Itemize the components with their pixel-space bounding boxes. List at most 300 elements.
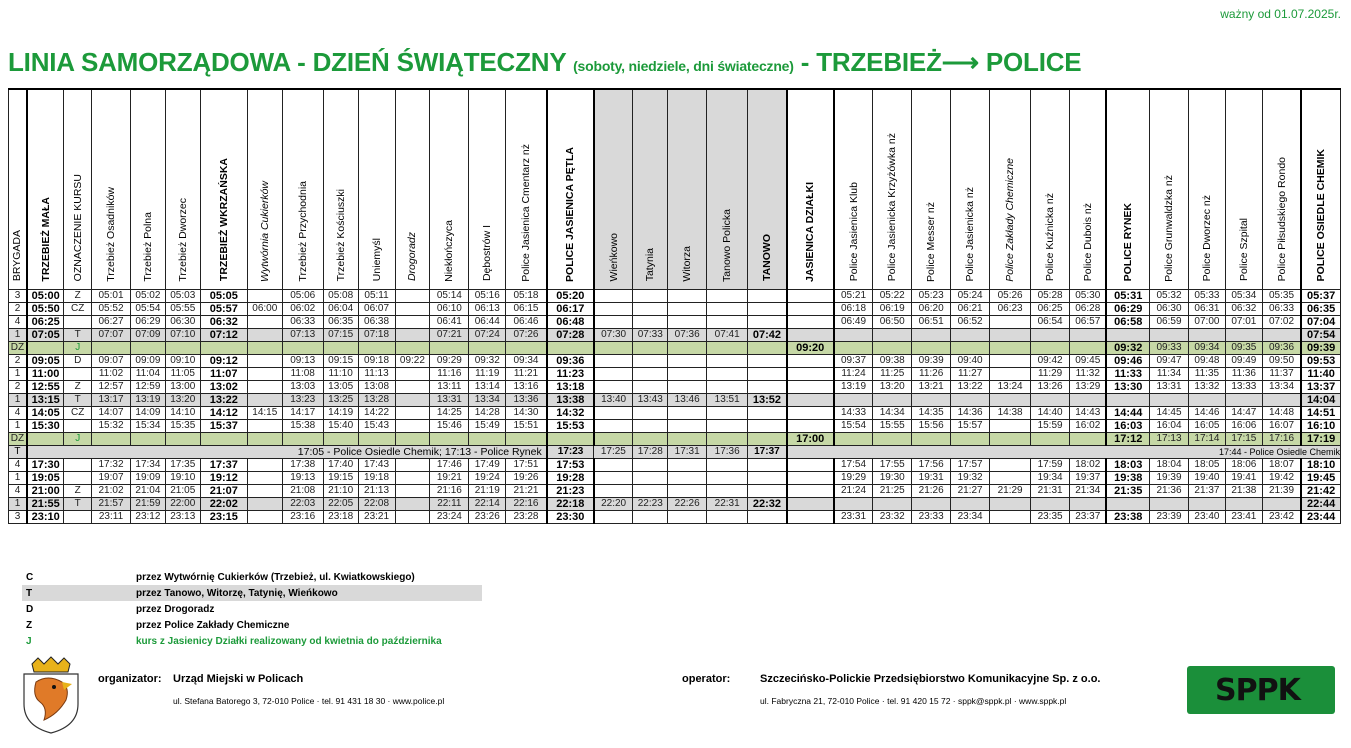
header-label: OZNACZENIE KURSU (71, 174, 84, 282)
time-cell: 06:31 (1188, 302, 1225, 315)
time-cell: 15:34 (130, 419, 165, 432)
time-cell (1031, 341, 1070, 354)
time-cell (430, 432, 469, 445)
table-row (9, 419, 1341, 432)
time-cell (668, 354, 707, 367)
time-cell: 17:55 (873, 458, 912, 471)
time-cell (395, 406, 430, 419)
time-cell: 05:34 (1225, 289, 1262, 302)
time-cell: 07:42 (748, 328, 787, 341)
time-cell: 06:25 (1031, 302, 1070, 315)
table-row (9, 341, 1341, 354)
time-cell: 15:54 (834, 419, 873, 432)
time-cell (707, 471, 748, 484)
time-cell (787, 497, 834, 510)
course-code-cell: T (64, 497, 92, 510)
legend-text: przez Wytwórnię Cukierków (Trzebież, ul. Kwiatkowskiego) (136, 571, 415, 583)
time-cell: 19:26 (506, 471, 547, 484)
time-cell: 19:05 (27, 471, 64, 484)
time-cell (395, 458, 430, 471)
time-cell: 13:14 (469, 380, 506, 393)
time-cell (594, 471, 633, 484)
time-cell (1150, 393, 1189, 406)
table-row (9, 393, 1341, 406)
legend-text: przez Police Zakłady Chemiczne (136, 619, 290, 631)
time-cell (707, 367, 748, 380)
table-row (9, 458, 1341, 471)
time-cell (282, 341, 323, 354)
time-cell: 22:02 (200, 497, 247, 510)
brigade-cell: T (9, 445, 27, 458)
time-cell: 16:02 (1070, 419, 1107, 432)
time-cell: 05:20 (547, 289, 594, 302)
time-cell: 13:46 (668, 393, 707, 406)
header-label: Trzebież Kościuszki (334, 189, 347, 282)
note-cell: 17:05 - Police Osiedle Chemik; 17:13 - Police Rynek (27, 445, 547, 458)
header-7 (247, 89, 282, 289)
header-label: Trzebież Polna (141, 211, 154, 282)
time-cell: 17:37 (748, 445, 787, 458)
police-crest-logo (18, 654, 84, 734)
time-cell: 23:32 (873, 510, 912, 523)
time-cell: 07:28 (547, 328, 594, 341)
time-cell: 19:10 (165, 471, 200, 484)
time-cell: 15:53 (547, 419, 594, 432)
time-cell: 06:10 (430, 302, 469, 315)
time-cell: 05:33 (1188, 289, 1225, 302)
time-cell: 05:18 (506, 289, 547, 302)
time-cell: 23:38 (1106, 510, 1149, 523)
time-cell (873, 497, 912, 510)
time-cell: 13:30 (1106, 380, 1149, 393)
time-cell: 15:38 (282, 419, 323, 432)
time-cell: 22:11 (430, 497, 469, 510)
time-cell: 14:32 (547, 406, 594, 419)
time-cell (358, 432, 395, 445)
time-cell: 05:21 (834, 289, 873, 302)
time-cell (130, 432, 165, 445)
header-label: Uniemyśl (370, 238, 383, 282)
time-cell (247, 328, 282, 341)
time-cell (1106, 393, 1149, 406)
time-cell (247, 471, 282, 484)
brigade-cell: 1 (9, 393, 27, 406)
time-cell: 07:24 (469, 328, 506, 341)
time-cell: 14:40 (1031, 406, 1070, 419)
time-cell: 09:32 (469, 354, 506, 367)
header-label: Police Jasienicka Krzyżówka nż (886, 133, 899, 282)
time-cell: 11:32 (1070, 367, 1107, 380)
time-cell: 13:37 (1301, 380, 1340, 393)
time-cell (395, 497, 430, 510)
time-cell: 05:03 (165, 289, 200, 302)
time-cell: 13:22 (200, 393, 247, 406)
time-cell: 09:49 (1225, 354, 1262, 367)
time-cell (668, 367, 707, 380)
time-cell: 05:32 (1150, 289, 1189, 302)
header-26 (990, 89, 1031, 289)
time-cell (873, 393, 912, 406)
time-cell: 05:08 (323, 289, 358, 302)
header-label: Tatynia (644, 248, 657, 282)
time-cell: 05:24 (951, 289, 990, 302)
time-cell (707, 302, 748, 315)
header-label: Police Jasienicka nż (964, 186, 977, 282)
time-cell (547, 432, 594, 445)
header-label: BRYGADA (11, 230, 24, 282)
time-cell: 06:29 (1106, 302, 1149, 315)
time-cell: 05:23 (912, 289, 951, 302)
time-cell: 13:03 (282, 380, 323, 393)
time-cell: 22:32 (748, 497, 787, 510)
time-cell (430, 341, 469, 354)
time-cell: 15:49 (469, 419, 506, 432)
time-cell (27, 432, 64, 445)
time-cell: 23:16 (282, 510, 323, 523)
time-cell: 19:15 (323, 471, 358, 484)
time-cell: 06:13 (469, 302, 506, 315)
time-cell (1150, 328, 1189, 341)
time-cell (130, 341, 165, 354)
time-cell: 06:57 (1070, 315, 1107, 328)
course-code-cell (64, 315, 92, 328)
time-cell: 07:05 (27, 328, 64, 341)
note-cell: 17:44 - Police Osiedle Chemik (787, 445, 1341, 458)
time-cell: 13:43 (633, 393, 668, 406)
time-cell: 16:10 (1301, 419, 1340, 432)
course-code-cell (64, 458, 92, 471)
time-cell (594, 406, 633, 419)
time-cell: 19:28 (547, 471, 594, 484)
organizer-name: Urząd Miejski w Policach (173, 673, 304, 685)
time-cell (633, 302, 668, 315)
time-cell (395, 328, 430, 341)
legend-code: D (26, 603, 34, 615)
time-cell: 11:34 (1150, 367, 1189, 380)
time-cell: 11:37 (1262, 367, 1301, 380)
time-cell: 11:25 (873, 367, 912, 380)
time-cell: 19:40 (1188, 471, 1225, 484)
time-cell (395, 510, 430, 523)
time-cell (247, 380, 282, 393)
header-17 (633, 89, 668, 289)
time-cell: 21:21 (506, 484, 547, 497)
time-cell: 17:12 (1106, 432, 1149, 445)
header-15 (547, 89, 594, 289)
time-cell: 21:38 (1225, 484, 1262, 497)
time-cell (990, 510, 1031, 523)
time-cell (912, 393, 951, 406)
time-cell: 13:40 (594, 393, 633, 406)
time-cell: 19:41 (1225, 471, 1262, 484)
time-cell (873, 341, 912, 354)
time-cell (395, 302, 430, 315)
time-cell: 19:24 (469, 471, 506, 484)
course-code-cell: D (64, 354, 92, 367)
time-cell: 14:35 (912, 406, 951, 419)
time-cell: 07:36 (668, 328, 707, 341)
time-cell: 09:32 (1106, 341, 1149, 354)
time-cell (506, 432, 547, 445)
legend-code: J (26, 635, 32, 647)
time-cell (990, 315, 1031, 328)
time-cell: 05:11 (358, 289, 395, 302)
time-cell: 05:31 (1106, 289, 1149, 302)
time-cell: 23:37 (1070, 510, 1107, 523)
table-row (9, 510, 1341, 523)
course-code-cell (64, 471, 92, 484)
time-cell: 09:10 (165, 354, 200, 367)
course-code-cell: Z (64, 289, 92, 302)
header-11 (395, 89, 430, 289)
time-cell: 06:30 (165, 315, 200, 328)
time-cell (834, 432, 873, 445)
time-cell: 14:22 (358, 406, 395, 419)
time-cell: 21:34 (1070, 484, 1107, 497)
time-cell (990, 354, 1031, 367)
time-cell: 09:53 (1301, 354, 1340, 367)
time-cell: 21:55 (27, 497, 64, 510)
time-cell (912, 328, 951, 341)
brigade-cell: 4 (9, 484, 27, 497)
time-cell: 07:54 (1301, 328, 1340, 341)
header-28 (1070, 89, 1107, 289)
course-code-cell: J (64, 341, 92, 354)
time-cell: 13:00 (165, 380, 200, 393)
header-34 (1301, 89, 1340, 289)
header-14 (506, 89, 547, 289)
legend-code: Z (26, 619, 33, 631)
brigade-cell: 2 (9, 302, 27, 315)
time-cell (1070, 341, 1107, 354)
header-label: Wytwórnia Cukierków (258, 180, 271, 282)
time-cell: 05:30 (1070, 289, 1107, 302)
time-cell (1106, 328, 1149, 341)
time-cell (748, 419, 787, 432)
time-cell (707, 354, 748, 367)
time-cell: 09:36 (547, 354, 594, 367)
legend-item (22, 617, 482, 633)
time-cell: 05:06 (282, 289, 323, 302)
time-cell (594, 341, 633, 354)
time-cell (633, 406, 668, 419)
header-30 (1150, 89, 1189, 289)
time-cell (594, 510, 633, 523)
legend (22, 569, 482, 649)
time-cell: 09:42 (1031, 354, 1070, 367)
time-cell (395, 484, 430, 497)
time-cell: 05:35 (1262, 289, 1301, 302)
time-cell (1106, 497, 1149, 510)
course-code-cell: CZ (64, 302, 92, 315)
course-code-cell (64, 367, 92, 380)
time-cell (395, 393, 430, 406)
time-cell: 07:01 (1225, 315, 1262, 328)
time-cell: 22:14 (469, 497, 506, 510)
time-cell: 19:31 (912, 471, 951, 484)
header-0 (9, 89, 27, 289)
header-27 (1031, 89, 1070, 289)
time-cell: 13:17 (92, 393, 131, 406)
time-cell (1188, 328, 1225, 341)
time-cell (707, 380, 748, 393)
time-cell: 17:59 (1031, 458, 1070, 471)
page-title (8, 47, 1081, 78)
time-cell: 22:31 (707, 497, 748, 510)
header-label: Police Dubois nż (1081, 203, 1094, 282)
time-cell (633, 432, 668, 445)
header-4 (130, 89, 165, 289)
time-cell: 14:30 (506, 406, 547, 419)
time-cell: 13:52 (748, 393, 787, 406)
time-cell: 19:45 (1301, 471, 1340, 484)
time-cell (1031, 393, 1070, 406)
time-cell: 21:19 (469, 484, 506, 497)
time-cell: 06:21 (951, 302, 990, 315)
time-cell (707, 432, 748, 445)
table-row (9, 406, 1341, 419)
time-cell: 14:17 (282, 406, 323, 419)
time-cell (748, 367, 787, 380)
time-cell: 18:04 (1150, 458, 1189, 471)
time-cell (951, 341, 990, 354)
time-cell (990, 341, 1031, 354)
time-cell: 11:02 (92, 367, 131, 380)
time-cell (834, 328, 873, 341)
time-cell: 15:40 (323, 419, 358, 432)
header-12 (430, 89, 469, 289)
time-cell (1070, 432, 1107, 445)
time-cell: 13:21 (912, 380, 951, 393)
time-cell: 17:13 (1150, 432, 1189, 445)
time-cell: 09:35 (1225, 341, 1262, 354)
time-cell: 23:13 (165, 510, 200, 523)
time-cell: 21:13 (358, 484, 395, 497)
time-cell: 11:35 (1188, 367, 1225, 380)
time-cell: 06:25 (27, 315, 64, 328)
time-cell: 16:06 (1225, 419, 1262, 432)
time-cell: 14:43 (1070, 406, 1107, 419)
time-cell: 11:29 (1031, 367, 1070, 380)
header-label: POLICE OSIEDLE CHEMIK (1315, 149, 1328, 282)
legend-item (22, 569, 482, 585)
time-cell: 11:07 (200, 367, 247, 380)
time-cell: 05:28 (1031, 289, 1070, 302)
time-cell (668, 458, 707, 471)
time-cell: 09:13 (282, 354, 323, 367)
time-cell: 21:08 (282, 484, 323, 497)
time-cell (1070, 328, 1107, 341)
time-cell: 09:33 (1150, 341, 1189, 354)
legend-item (22, 585, 482, 601)
time-cell: 23:10 (27, 510, 64, 523)
header-6 (200, 89, 247, 289)
time-cell (323, 432, 358, 445)
header-19 (707, 89, 748, 289)
time-cell (506, 341, 547, 354)
time-cell (1031, 328, 1070, 341)
header-label: Police Kuźnicka nż (1044, 193, 1057, 282)
time-cell: 14:05 (27, 406, 64, 419)
time-cell (951, 497, 990, 510)
time-cell (787, 471, 834, 484)
time-cell: 14:28 (469, 406, 506, 419)
time-cell: 14:09 (130, 406, 165, 419)
time-cell (395, 471, 430, 484)
time-cell: 06:32 (1225, 302, 1262, 315)
header-label: TRZEBIEŻ MAŁA (39, 196, 52, 282)
time-cell: 11:13 (358, 367, 395, 380)
operator-label: operator: (682, 673, 731, 685)
legend-item (22, 633, 482, 649)
time-cell: 13:33 (1225, 380, 1262, 393)
operator-name: Szczecińsko-Polickie Przedsiębiorstwo Komunikacyjne Sp. z o.o. (760, 673, 1101, 685)
time-cell: 21:23 (547, 484, 594, 497)
time-cell: 06:07 (358, 302, 395, 315)
time-cell (707, 341, 748, 354)
time-cell: 06:02 (282, 302, 323, 315)
sppk-logo-text: SPPK (1215, 673, 1300, 708)
time-cell: 21:25 (873, 484, 912, 497)
time-cell (668, 289, 707, 302)
time-cell: 16:03 (1106, 419, 1149, 432)
brigade-cell: 2 (9, 380, 27, 393)
time-cell: 06:58 (1106, 315, 1149, 328)
time-cell (633, 367, 668, 380)
table-row (9, 289, 1341, 302)
header-label: Trzebież Przychodnia (296, 180, 309, 282)
time-cell: 06:35 (1301, 302, 1340, 315)
header-label: JASIENICA DZIAŁKI (804, 181, 817, 282)
time-cell (395, 432, 430, 445)
time-cell: 22:18 (547, 497, 594, 510)
time-cell (990, 419, 1031, 432)
time-cell: 05:52 (92, 302, 131, 315)
time-cell: 23:24 (430, 510, 469, 523)
time-cell: 07:09 (130, 328, 165, 341)
time-cell: 17:37 (200, 458, 247, 471)
time-cell: 07:10 (165, 328, 200, 341)
time-cell (748, 406, 787, 419)
time-cell: 06:32 (200, 315, 247, 328)
brigade-cell: 3 (9, 510, 27, 523)
legend-code: C (26, 571, 34, 583)
time-cell: 07:15 (323, 328, 358, 341)
header-label: Police Szpital (1237, 218, 1250, 282)
time-cell: 13:22 (951, 380, 990, 393)
time-cell (594, 289, 633, 302)
time-cell: 17:34 (130, 458, 165, 471)
time-cell: 17:53 (547, 458, 594, 471)
time-cell (787, 380, 834, 393)
time-cell: 06:49 (834, 315, 873, 328)
time-cell: 05:50 (27, 302, 64, 315)
time-cell (748, 315, 787, 328)
time-cell: 11:21 (506, 367, 547, 380)
time-cell: 09:20 (787, 341, 834, 354)
time-cell: 21:27 (951, 484, 990, 497)
time-cell: 06:41 (430, 315, 469, 328)
header-21 (787, 89, 834, 289)
time-cell: 06:38 (358, 315, 395, 328)
time-cell: 11:27 (951, 367, 990, 380)
header-label: Police Jasienica Klub (847, 182, 860, 282)
time-cell: 14:38 (990, 406, 1031, 419)
time-cell: 13:36 (506, 393, 547, 406)
legend-code: T (22, 585, 132, 601)
time-cell (787, 510, 834, 523)
time-cell (1070, 393, 1107, 406)
